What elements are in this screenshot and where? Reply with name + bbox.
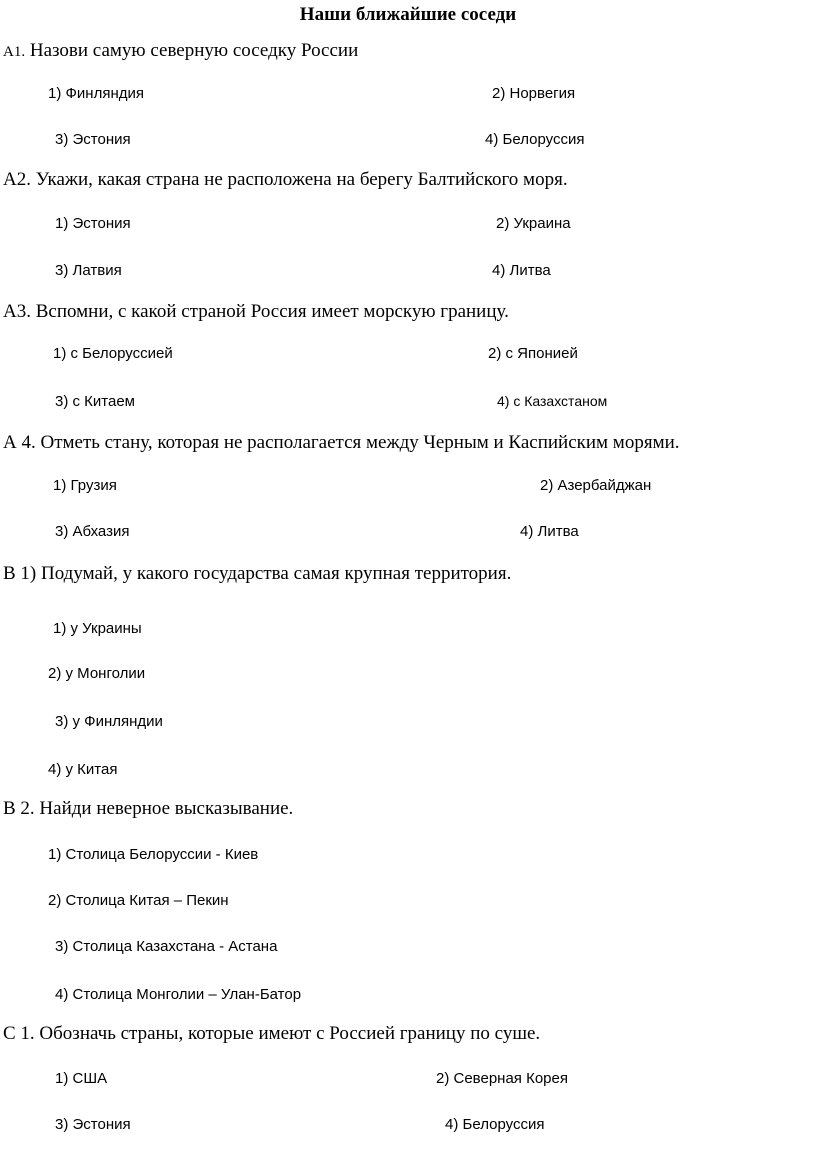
- question-b2: В 2. Найди неверное высказывание.: [3, 798, 294, 819]
- answer-option: 1) с Белоруссией: [53, 345, 173, 362]
- answer-option: 4) Литва: [492, 262, 551, 279]
- answer-option: 2) Азербайджан: [540, 477, 652, 494]
- question-a3: А3. Вспомни, с какой страной Россия имеет морскую границу.: [3, 301, 509, 322]
- question-a4: А 4. Отметь стану, которая не располагается между Черным и Каспийским морями.: [3, 432, 680, 453]
- question-number: А1.: [3, 44, 26, 60]
- answer-option: 3) Абхазия: [55, 523, 130, 540]
- answer-option: 2) Северная Корея: [436, 1070, 568, 1087]
- answer-option: 4) Столица Монголии – Улан-Батор: [55, 986, 302, 1003]
- answer-option: 1) у Украины: [53, 620, 142, 637]
- answer-option: 1) Грузия: [53, 477, 117, 494]
- answer-option: 1) Финляндия: [48, 85, 144, 102]
- answer-option: 1) США: [55, 1070, 108, 1087]
- answer-option: 3) Эстония: [55, 1116, 131, 1133]
- answer-option: 3) Столица Казахстана - Астана: [55, 938, 278, 955]
- question-a2: А2. Укажи, какая страна не расположена на берегу Балтийского моря.: [3, 169, 568, 190]
- answer-option: 3) Эстония: [55, 131, 131, 148]
- answer-option: 3) с Китаем: [55, 393, 135, 410]
- page-title: Наши ближайшие соседи: [299, 4, 517, 25]
- question-b1: В 1) Подумай, у какого государства самая крупная территория.: [3, 563, 512, 584]
- answer-option: 2) Норвегия: [492, 85, 576, 102]
- answer-option: 4) Литва: [520, 523, 579, 540]
- answer-option: 3) у Финляндии: [55, 713, 163, 730]
- answer-option: 2) Украина: [496, 215, 571, 232]
- answer-option: 2) с Японией: [488, 345, 578, 362]
- answer-option: 1) Эстония: [55, 215, 131, 232]
- question-c1: С 1. Обозначь страны, которые имеют с Россией границу по суше.: [3, 1023, 541, 1044]
- answer-option: 4) Белоруссия: [445, 1116, 545, 1133]
- answer-option: 4) Белоруссия: [485, 131, 585, 148]
- answer-option: 2) у Монголии: [48, 665, 146, 682]
- answer-option: 3) Латвия: [55, 262, 122, 279]
- answer-option: 4) у Китая: [48, 761, 118, 778]
- answer-option: 2) Столица Китая – Пекин: [48, 892, 229, 909]
- question-text: Назови самую северную соседку России: [29, 40, 359, 61]
- answer-option: 4) с Казахстаном: [497, 393, 608, 409]
- answer-option: 1) Столица Белоруссии - Киев: [48, 846, 259, 863]
- question-a1: [3, 40, 358, 62]
